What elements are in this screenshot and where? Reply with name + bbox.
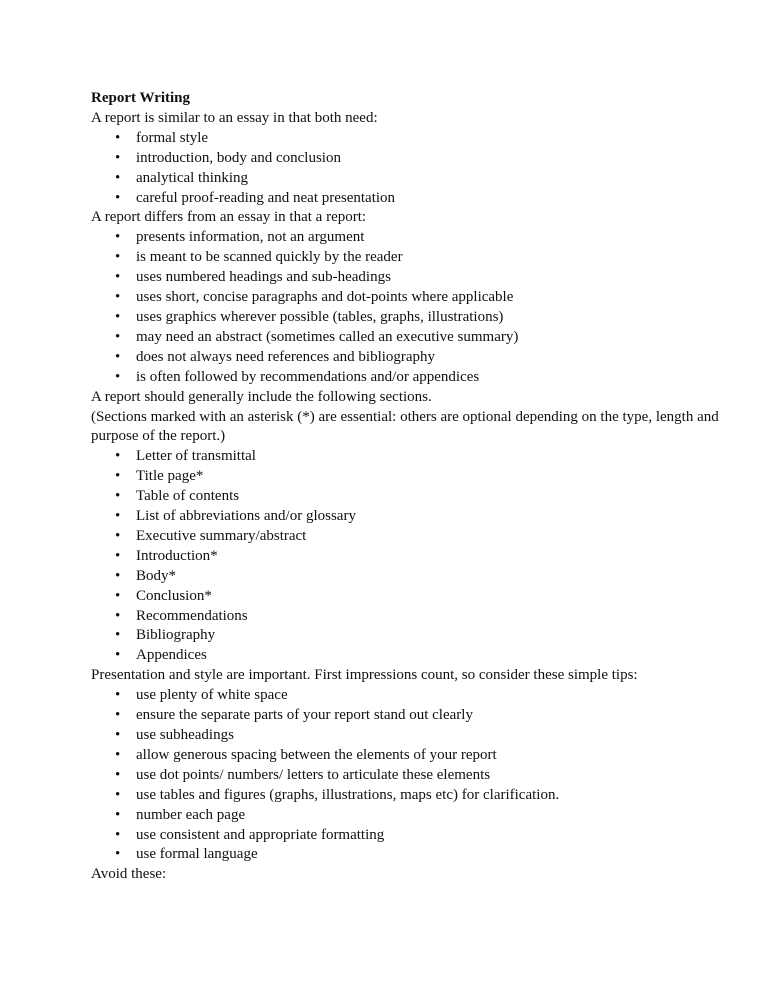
list-item: • careful proof-reading and neat presentation bbox=[91, 189, 731, 209]
tips-intro: Presentation and style are important. First impressions count, so consider these simple tips: bbox=[91, 667, 638, 684]
list-item: • uses short, concise paragraphs and dot-points where applicable bbox=[91, 288, 731, 308]
list-item: • use dot points/ numbers/ letters to articulate these elements bbox=[91, 766, 731, 786]
list-item: • is often followed by recommendations and/or appendices bbox=[91, 368, 731, 388]
list-item: • Recommendations bbox=[91, 607, 731, 627]
list-item: • does not always need references and bibliography bbox=[91, 348, 731, 368]
list-item: • use formal language bbox=[91, 845, 731, 865]
list-item: • formal style bbox=[91, 129, 731, 149]
list-item: • use tables and figures (graphs, illustrations, maps etc) for clarification. bbox=[91, 786, 731, 806]
list-item: • is meant to be scanned quickly by the reader bbox=[91, 248, 731, 268]
list-item: • Letter of transmittal bbox=[91, 447, 731, 467]
list-item: • uses numbered headings and sub-headings bbox=[91, 268, 731, 288]
sections-note: (Sections marked with an asterisk (*) are essential: others are optional depending on the type, length and purpose of the report.) bbox=[91, 408, 719, 445]
list-item: • use consistent and appropriate formatting bbox=[91, 826, 731, 846]
document-title: Report Writing bbox=[91, 90, 191, 106]
list-item: • Body* bbox=[91, 567, 731, 587]
list-item: • introduction, body and conclusion bbox=[91, 149, 731, 169]
list-item: • analytical thinking bbox=[91, 169, 731, 189]
list-item: • allow generous spacing between the elements of your report bbox=[91, 746, 731, 766]
sections-list bbox=[91, 447, 731, 666]
similar-intro: A report is similar to an essay in that both need: bbox=[91, 109, 378, 126]
differs-intro: A report differs from an essay in that a report: bbox=[91, 209, 367, 226]
similar-list bbox=[91, 129, 731, 209]
list-item: • Conclusion* bbox=[91, 587, 731, 607]
list-item: • presents information, not an argument bbox=[91, 228, 731, 248]
list-item: • List of abbreviations and/or glossary bbox=[91, 507, 731, 527]
list-item: • uses graphics wherever possible (tables, graphs, illustrations) bbox=[91, 308, 731, 328]
list-item: • Executive summary/abstract bbox=[91, 527, 731, 547]
avoid-intro: Avoid these: bbox=[91, 866, 167, 883]
list-item: • number each page bbox=[91, 806, 731, 826]
list-item: • Title page* bbox=[91, 467, 731, 487]
list-item: • may need an abstract (sometimes called an executive summary) bbox=[91, 328, 731, 348]
list-item: • ensure the separate parts of your report stand out clearly bbox=[91, 706, 731, 726]
document-page bbox=[91, 89, 731, 885]
list-item: • use subheadings bbox=[91, 726, 731, 746]
list-item: • use plenty of white space bbox=[91, 686, 731, 706]
sections-intro: A report should generally include the following sections. bbox=[91, 388, 432, 405]
tips-list bbox=[91, 686, 731, 865]
differs-list bbox=[91, 228, 731, 387]
list-item: • Appendices bbox=[91, 646, 731, 666]
list-item: • Bibliography bbox=[91, 626, 731, 646]
list-item: • Introduction* bbox=[91, 547, 731, 567]
list-item: • Table of contents bbox=[91, 487, 731, 507]
